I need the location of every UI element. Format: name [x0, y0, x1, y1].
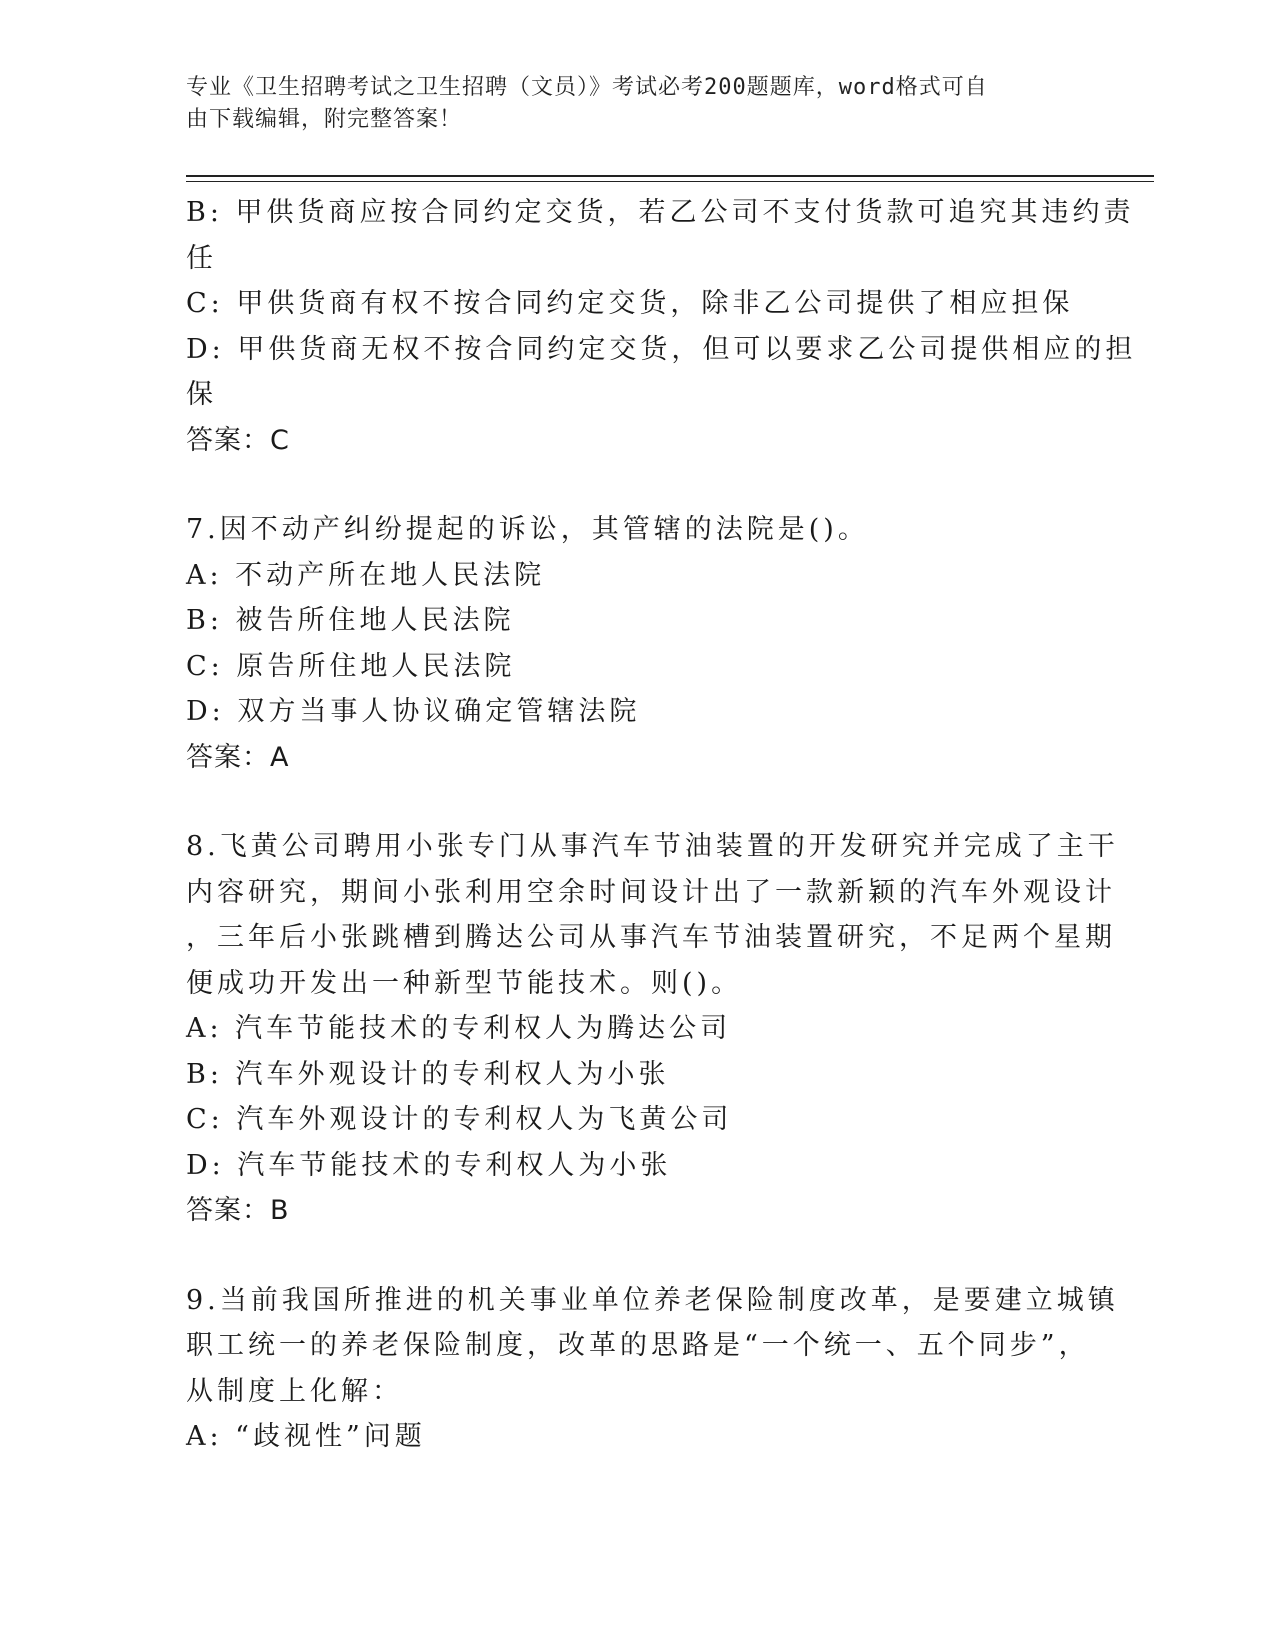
question-stem-line-4: 便成功开发出一种新型节能技术。则()。: [186, 967, 743, 999]
option-c: C: 汽车外观设计的专利权人为飞黄公司: [186, 1104, 733, 1135]
option-d: D: 双方当事人协议确定管辖法院: [186, 696, 641, 727]
question-9: [186, 1278, 1119, 1460]
answer: 答案：C: [186, 424, 290, 456]
header-line-1: 专业《卫生招聘考试之卫生招聘（文员）》考试必考200题题库，word格式可自: [186, 75, 988, 100]
question-stem-line-3: ，三年后小张跳槽到腾达公司从事汽车节油装置研究，不足两个星期: [186, 922, 1116, 953]
question-stem-line-3: 从制度上化解：: [186, 1375, 403, 1407]
option-a: A: “歧视性”问题: [186, 1421, 426, 1452]
question-stem-line-2: 内容研究，期间小张利用空余时间设计出了一款新颖的汽车外观设计: [186, 876, 1116, 908]
option-d-line-1: D: 甲供货商无权不按合同约定交货，但可以要求乙公司提供相应的担: [186, 333, 1137, 365]
spacer: [186, 463, 1086, 507]
option-d: D: 汽车节能技术的专利权人为小张: [186, 1149, 672, 1181]
question-7: [186, 507, 1086, 780]
option-b-line-1: B: 甲供货商应按合同约定交货，若乙公司不支付货款可追究其违约责: [186, 197, 1135, 228]
option-d-line-2: 保: [186, 379, 217, 410]
answer: 答案：A: [186, 741, 290, 773]
option-b: B: 被告所住地人民法院: [186, 605, 515, 636]
header-divider-thin: [186, 181, 1154, 182]
option-c: C: 原告所住地人民法院: [186, 650, 516, 682]
header-divider-thick: [186, 175, 1154, 177]
spacer: [186, 780, 1086, 824]
option-a: A: 汽车节能技术的专利权人为腾达公司: [186, 1013, 732, 1044]
question-stem-line-1: 9.当前我国所推进的机关事业单位养老保险制度改革，是要建立城镇: [186, 1284, 1119, 1316]
question-6: [186, 190, 1137, 463]
document-body: [186, 190, 1137, 1460]
question-stem-line-2: 职工统一的养老保险制度，改革的思路是“一个统一、五个同步”，: [186, 1330, 1090, 1361]
option-b-line-2: 任: [186, 242, 217, 274]
question-8: [186, 824, 1119, 1234]
header-line-2: 由下载编辑，附完整答案！: [186, 107, 463, 132]
option-c: C: 甲供货商有权不按合同约定交货，除非乙公司提供了相应担保: [186, 288, 1074, 319]
page-header: [186, 72, 1066, 136]
spacer: [186, 1234, 1086, 1278]
question-stem: 7.因不动产纠纷提起的诉讼，其管辖的法院是()。: [186, 514, 869, 545]
option-b: B: 汽车外观设计的专利权人为小张: [186, 1058, 670, 1090]
answer: 答案：B: [186, 1195, 290, 1226]
question-stem-line-1: 8.飞黄公司聘用小张专门从事汽车节油装置的开发研究并完成了主干: [186, 831, 1119, 862]
option-a: A: 不动产所在地人民法院: [186, 559, 546, 591]
